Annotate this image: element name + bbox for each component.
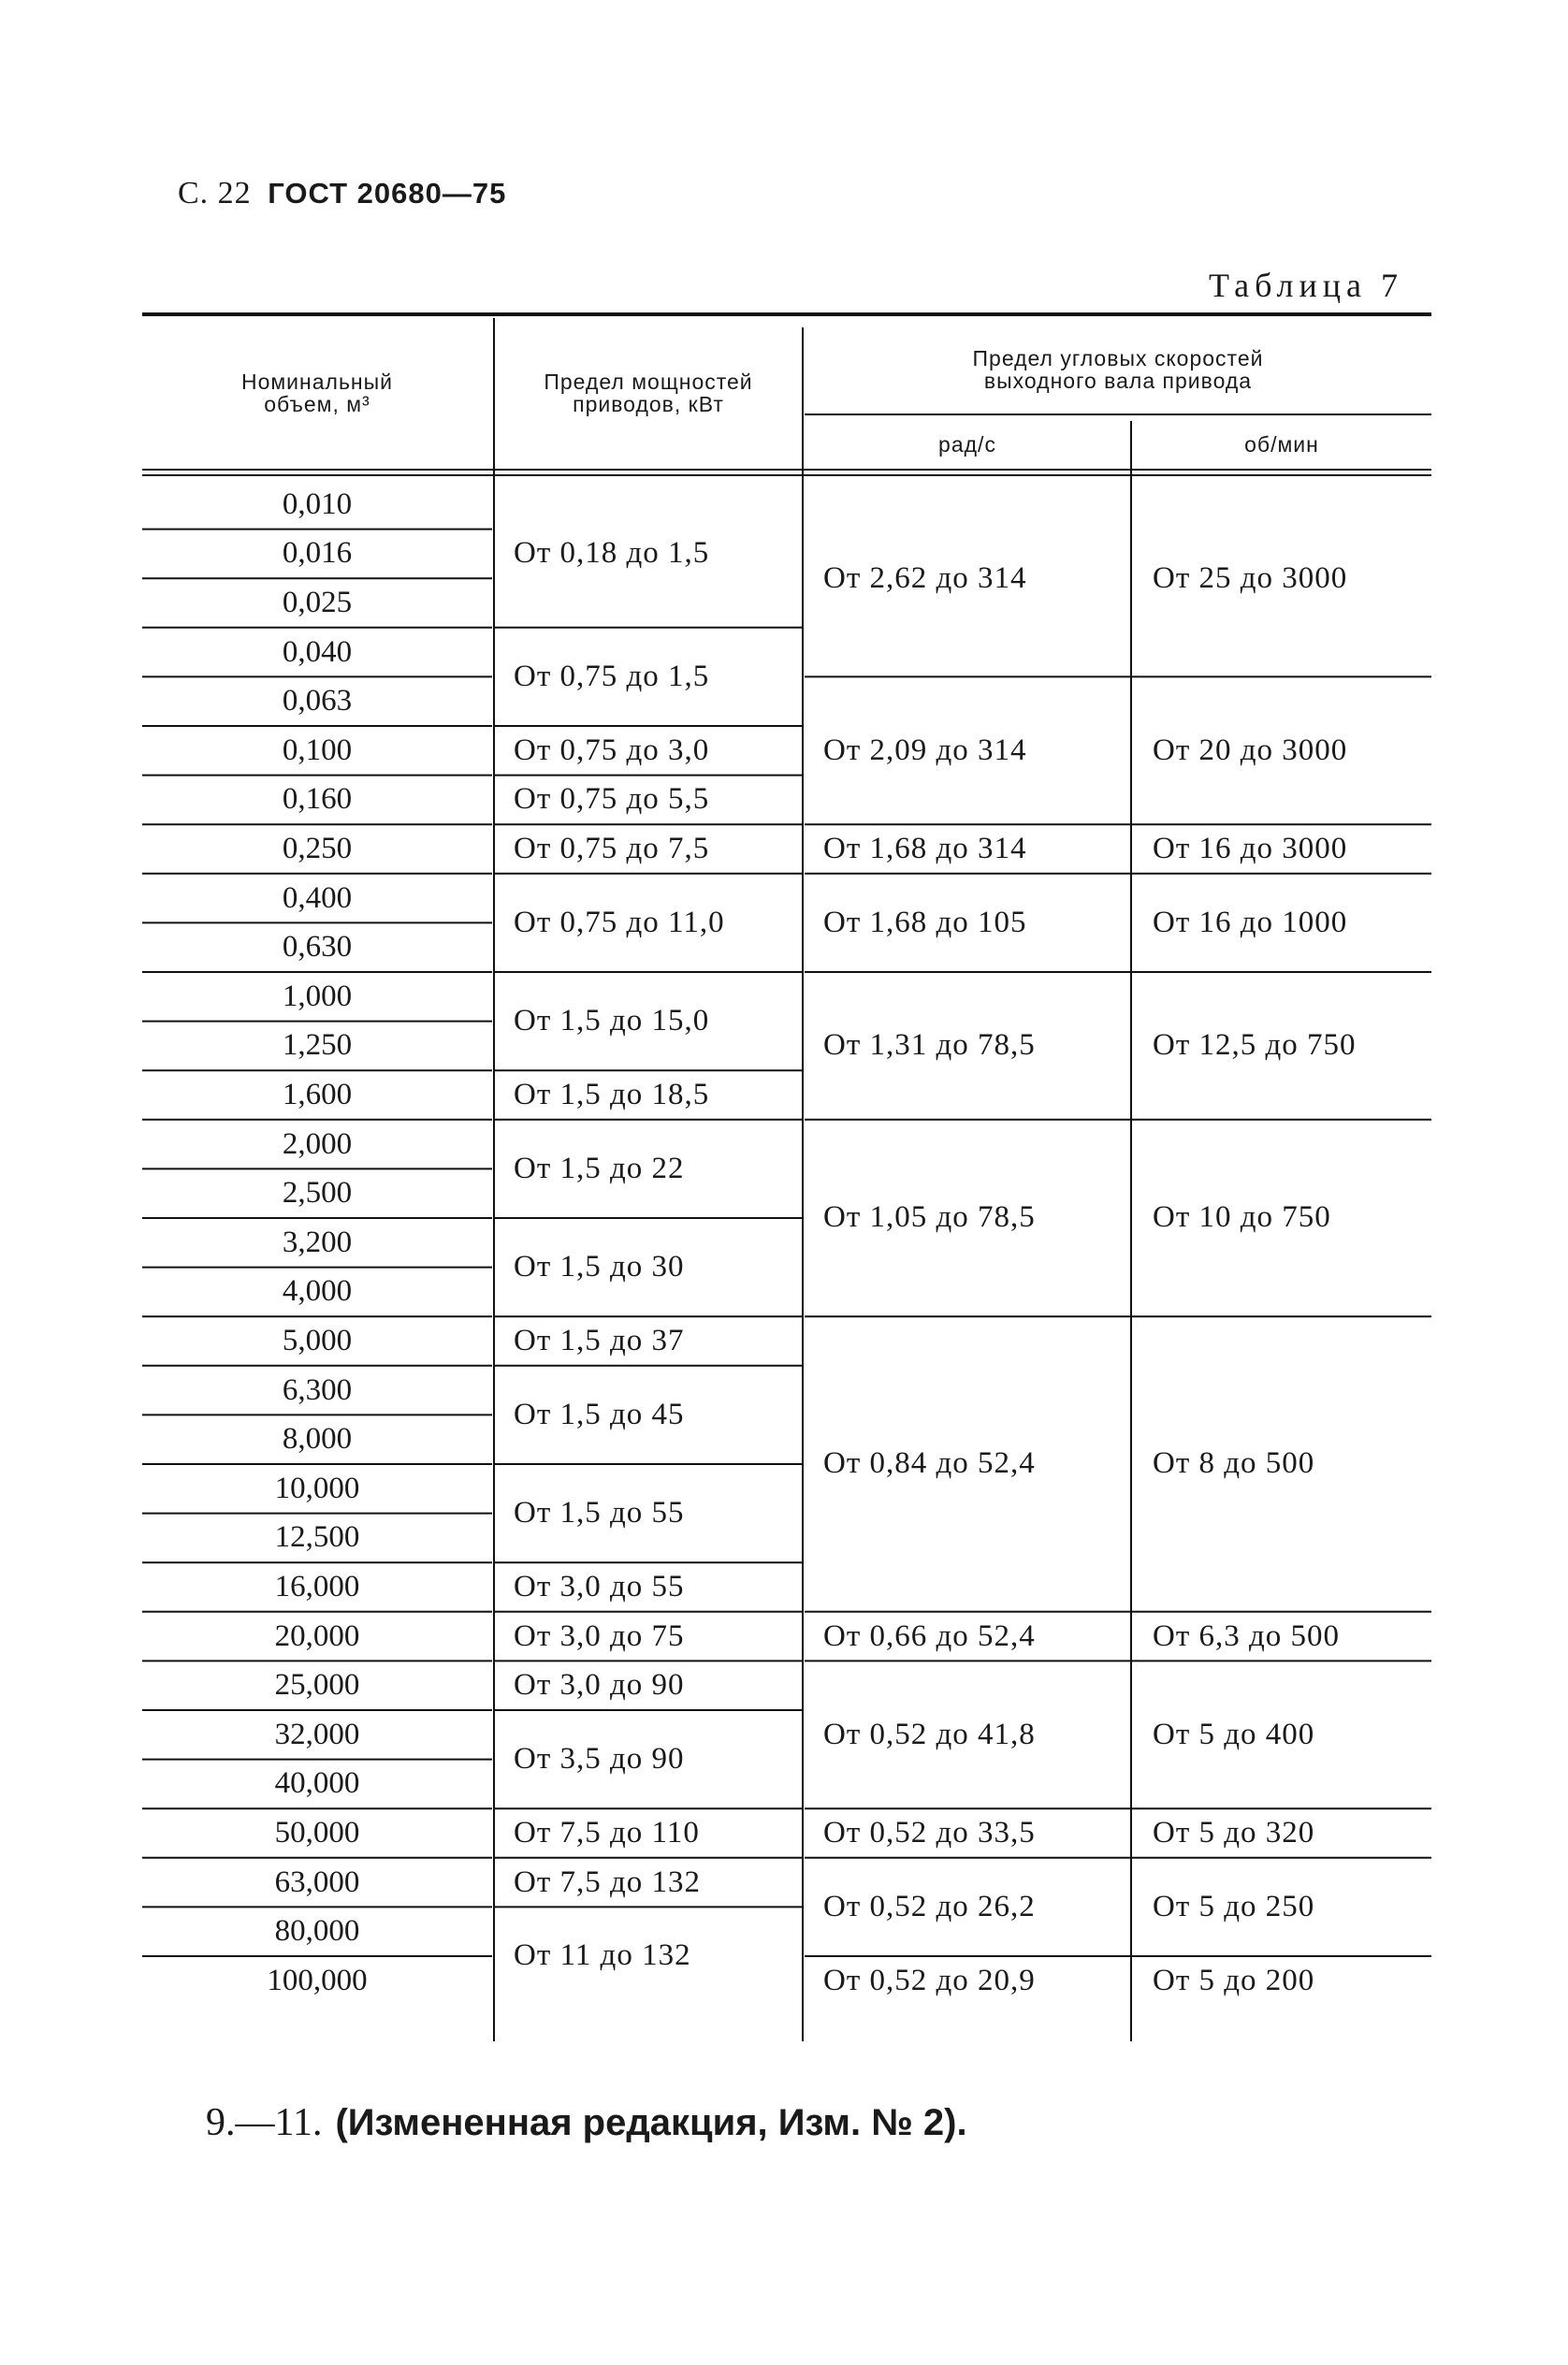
volume-cell: 5,000 — [282, 1323, 353, 1357]
volume-cell: 0,025 — [282, 585, 353, 619]
table-caption: Таблица 7 — [1209, 267, 1403, 304]
volume-cell: 16,000 — [274, 1569, 360, 1603]
volume-cell: 50,000 — [274, 1815, 360, 1850]
rad-speed-cell: От 0,52 до 41,8 — [823, 1717, 1036, 1751]
rad-speed-cell: От 0,52 до 26,2 — [823, 1889, 1036, 1923]
rpm-speed-cell: От 20 до 3000 — [1153, 733, 1348, 767]
rad-speed-cell: От 2,09 до 314 — [823, 733, 1027, 767]
power-cell: От 1,5 до 15,0 — [514, 1004, 710, 1038]
volume-cell: 40,000 — [274, 1766, 360, 1801]
power-cell: От 1,5 до 18,5 — [514, 1077, 710, 1111]
volume-cell: 2,500 — [282, 1176, 353, 1211]
rpm-speed-cell: От 5 до 400 — [1153, 1717, 1315, 1751]
power-cell: От 1,5 до 30 — [514, 1250, 685, 1284]
rpm-speed-cell: От 12,5 до 750 — [1153, 1028, 1357, 1063]
power-cell: От 3,0 до 75 — [514, 1618, 685, 1653]
header-speed: Предел угловых скоростей выходного вала привода — [972, 345, 1264, 393]
volume-cell: 0,100 — [282, 733, 353, 767]
power-cell: От 1,5 до 22 — [514, 1151, 685, 1185]
volume-cell: 0,630 — [282, 930, 353, 965]
rpm-speed-cell: От 6,3 до 500 — [1153, 1618, 1341, 1653]
power-cell: От 7,5 до 110 — [514, 1815, 700, 1850]
power-cell: От 1,5 до 55 — [514, 1496, 685, 1531]
volume-cell: 1,600 — [282, 1077, 353, 1111]
volume-cell: 4,000 — [282, 1274, 353, 1309]
rpm-speed-cell: От 25 до 3000 — [1153, 560, 1348, 595]
standard-number: ГОСТ 20680—75 — [268, 177, 507, 210]
volume-cell: 2,000 — [282, 1126, 353, 1161]
power-cell: От 0,18 до 1,5 — [514, 536, 710, 571]
power-cell: От 0,75 до 1,5 — [514, 659, 710, 693]
rpm-speed-cell: От 5 до 250 — [1153, 1889, 1315, 1923]
header-rpm: об/мин — [1244, 431, 1319, 457]
volume-cell: 20,000 — [274, 1618, 360, 1653]
volume-cell: 0,010 — [282, 486, 353, 521]
rad-speed-cell: От 1,31 до 78,5 — [823, 1028, 1036, 1063]
power-cell: От 3,5 до 90 — [514, 1742, 685, 1777]
volume-cell: 8,000 — [282, 1422, 353, 1457]
rad-speed-cell: От 0,52 до 33,5 — [823, 1815, 1036, 1850]
power-cell: От 0,75 до 5,5 — [514, 782, 710, 817]
rad-speed-cell: От 1,05 до 78,5 — [823, 1200, 1036, 1235]
volume-cell: 0,400 — [282, 880, 353, 915]
rpm-speed-cell: От 16 до 3000 — [1153, 831, 1348, 865]
rpm-speed-cell: От 16 до 1000 — [1153, 905, 1348, 939]
volume-cell: 32,000 — [274, 1717, 360, 1751]
revision-note — [206, 2100, 967, 2145]
rad-speed-cell: От 2,62 до 314 — [823, 560, 1027, 595]
volume-cell: 0,040 — [282, 634, 353, 669]
volume-cell: 25,000 — [274, 1668, 360, 1703]
power-cell: От 11 до 132 — [514, 1938, 691, 1973]
volume-cell: 0,063 — [282, 684, 353, 718]
volume-cell: 80,000 — [274, 1914, 360, 1949]
power-cell: От 1,5 до 37 — [514, 1323, 685, 1357]
volume-cell: 0,160 — [282, 782, 353, 817]
power-cell: От 0,75 до 3,0 — [514, 733, 710, 767]
power-cell: От 7,5 до 132 — [514, 1864, 702, 1899]
note-number: 9.—11. — [206, 2101, 323, 2144]
page-number: С. 22 — [178, 176, 252, 210]
power-cell: От 0,75 до 11,0 — [514, 905, 725, 939]
volume-cell: 12,500 — [274, 1520, 360, 1555]
header-volume: Номинальный объем, м³ — [240, 369, 394, 416]
volume-cell: 0,250 — [282, 831, 353, 865]
volume-cell: 1,250 — [282, 1028, 353, 1063]
rad-speed-cell: От 1,68 до 314 — [823, 831, 1027, 865]
rad-speed-cell: От 0,84 до 52,4 — [823, 1446, 1036, 1481]
power-cell: От 3,0 до 55 — [514, 1569, 685, 1603]
power-cell: От 3,0 до 90 — [514, 1668, 685, 1703]
rpm-speed-cell: От 8 до 500 — [1153, 1446, 1315, 1481]
rpm-speed-cell: От 5 до 320 — [1153, 1815, 1315, 1850]
note-text: (Измененная редакция, Изм. № 2). — [335, 2102, 967, 2143]
header-rad: рад/с — [938, 431, 996, 457]
rpm-speed-cell: От 5 до 200 — [1153, 1963, 1315, 1997]
power-cell: От 1,5 до 45 — [514, 1397, 685, 1431]
rad-speed-cell: От 0,66 до 52,4 — [823, 1618, 1036, 1653]
rad-speed-cell: От 1,68 до 105 — [823, 905, 1027, 939]
volume-cell: 3,200 — [282, 1225, 353, 1259]
volume-cell: 100,000 — [267, 1963, 368, 1997]
rpm-speed-cell: От 10 до 750 — [1153, 1200, 1331, 1235]
header-power: Предел мощностей приводов, кВт — [544, 369, 753, 416]
volume-cell: 10,000 — [274, 1471, 360, 1505]
volume-cell: 63,000 — [274, 1864, 360, 1899]
power-cell: От 0,75 до 7,5 — [514, 831, 710, 865]
volume-cell: 1,000 — [282, 979, 353, 1013]
volume-cell: 0,016 — [282, 536, 353, 571]
rad-speed-cell: От 0,52 до 20,9 — [823, 1963, 1036, 1997]
volume-cell: 6,300 — [282, 1372, 353, 1407]
